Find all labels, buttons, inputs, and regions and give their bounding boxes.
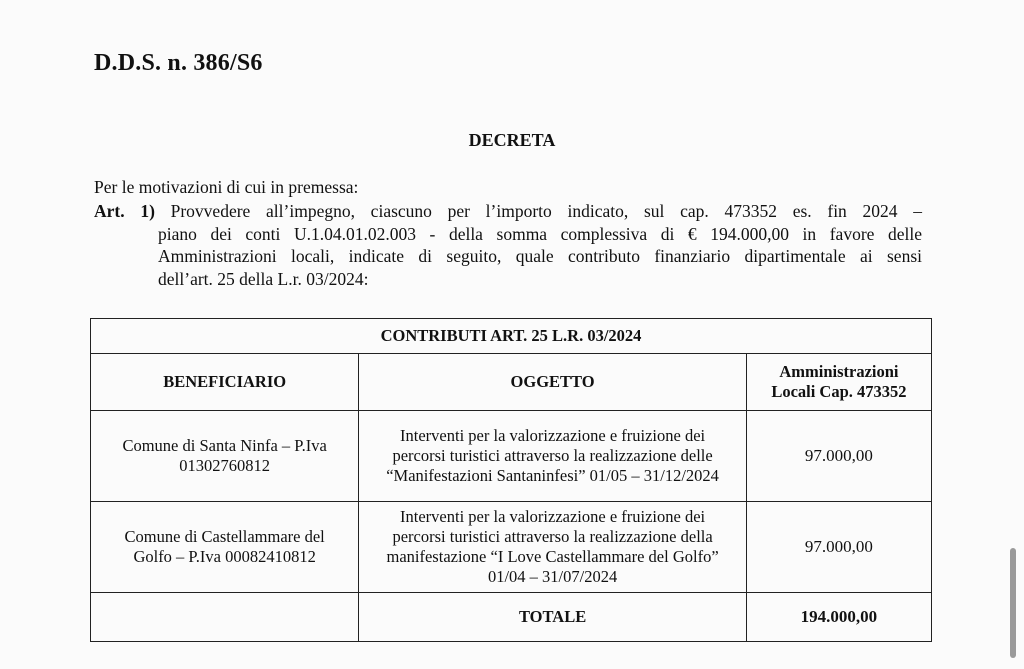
article-1	[94, 200, 922, 290]
contributions-table	[90, 318, 932, 642]
total-amount: 194.000,00	[746, 593, 931, 642]
oggetto-line: percorsi turistici attraverso la realizzazione delle	[392, 446, 713, 465]
decreta-heading: DECRETA	[468, 130, 556, 150]
table-header-row	[91, 354, 932, 411]
article-line-4: dell’art. 25 della L.r. 03/2024:	[158, 268, 369, 289]
table-row	[91, 411, 932, 502]
cell-amount: 97.000,00	[746, 411, 931, 502]
beneficiario-line: 01302760812	[179, 456, 271, 475]
cell-beneficiario	[91, 502, 359, 593]
oggetto-line: 01/04 – 31/07/2024	[487, 567, 618, 586]
beneficiario-line: Golfo – P.Iva 00082410812	[133, 547, 316, 566]
article-text-1: Provvedere all’impegno, ciascuno per l’importo indicato, sul cap. 473352 es. fin 2024 –	[170, 201, 922, 221]
header-oggetto: OGGETTO	[359, 354, 747, 411]
intro-text: Per le motivazioni di cui in premessa:	[94, 177, 359, 197]
table-title-row	[91, 319, 932, 354]
table-total-row	[91, 593, 932, 642]
article-line-3: Amministrazioni locali, indicate di seguito, quale contributo finanziario dipartimentale ai sensi	[158, 246, 922, 266]
header-amount	[746, 354, 931, 411]
cell-amount: 97.000,00	[746, 502, 931, 593]
beneficiario-line: Comune di Santa Ninfa – P.Iva	[122, 436, 327, 455]
article-line-2: piano dei conti U.1.04.01.02.003 - della somma complessiva di € 194.000,00 in favore delle	[158, 223, 922, 244]
vertical-scrollbar[interactable]	[1010, 548, 1016, 658]
table-title: CONTRIBUTI ART. 25 L.R. 03/2024	[91, 319, 932, 354]
oggetto-line: manifestazione “I Love Castellammare del Golfo”	[386, 547, 719, 566]
oggetto-line: “Manifestazioni Santaninfesi” 01/05 – 31/12/2024	[386, 466, 719, 485]
cell-oggetto	[359, 411, 747, 502]
document-id: D.D.S. n. 386/S6	[94, 50, 263, 76]
table-row	[91, 502, 932, 593]
header-amount-line-2: Locali Cap. 473352	[771, 382, 907, 401]
oggetto-line: Interventi per la valorizzazione e fruizione dei	[400, 426, 706, 445]
total-label: TOTALE	[359, 593, 747, 642]
article-label: Art. 1)	[94, 201, 155, 221]
cell-oggetto	[359, 502, 747, 593]
article-line-1	[94, 200, 922, 223]
header-amount-line-1: Amministrazioni	[779, 362, 899, 381]
oggetto-line: percorsi turistici attraverso la realizzazione della	[392, 527, 713, 546]
beneficiario-line: Comune di Castellammare del	[124, 527, 325, 546]
oggetto-line: Interventi per la valorizzazione e fruizione dei	[400, 507, 706, 526]
cell-empty	[91, 593, 359, 642]
header-beneficiario: BENEFICIARIO	[91, 354, 359, 411]
cell-beneficiario	[91, 411, 359, 502]
